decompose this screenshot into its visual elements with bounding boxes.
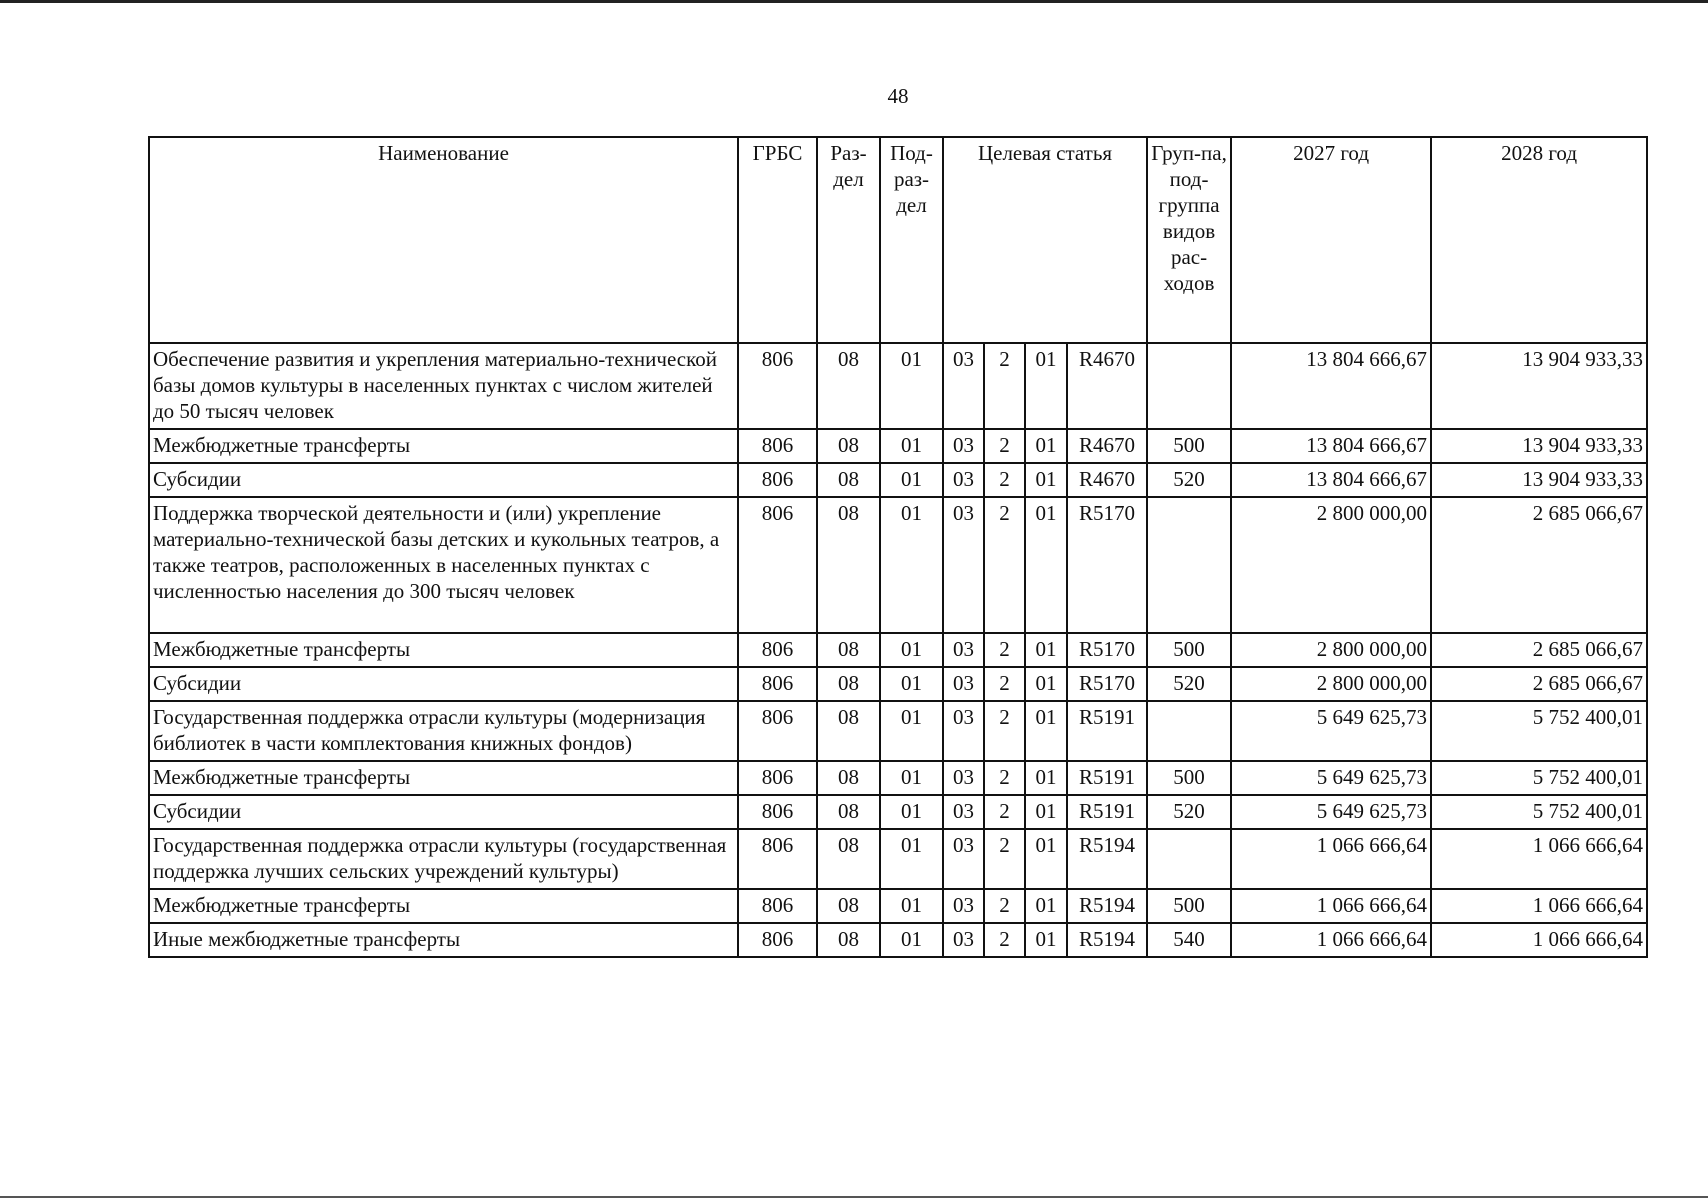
row-target-subprogram: 01 (1025, 795, 1067, 829)
row-grbs: 806 (738, 633, 817, 667)
row-name: Межбюджетные трансферты (149, 633, 738, 667)
row-target-program: 03 (943, 429, 984, 463)
table-row (149, 497, 1647, 633)
row-name: Субсидии (149, 667, 738, 701)
row-podrazdel: 01 (880, 429, 943, 463)
table-row (149, 701, 1647, 761)
row-target-type: 2 (984, 633, 1025, 667)
row-grbs: 806 (738, 761, 817, 795)
row-name: Субсидии (149, 795, 738, 829)
row-razdel: 08 (817, 463, 880, 497)
row-razdel: 08 (817, 923, 880, 957)
row-value-2028: 13 904 933,33 (1431, 429, 1647, 463)
row-value-2027: 5 649 625,73 (1231, 795, 1431, 829)
row-target-type: 2 (984, 497, 1025, 633)
row-target-code: R5191 (1067, 795, 1147, 829)
row-value-2027: 2 800 000,00 (1231, 633, 1431, 667)
row-razdel: 08 (817, 829, 880, 889)
row-target-code: R5191 (1067, 701, 1147, 761)
row-podrazdel: 01 (880, 829, 943, 889)
row-expense-group (1147, 829, 1231, 889)
row-target-program: 03 (943, 795, 984, 829)
row-value-2028: 2 685 066,67 (1431, 633, 1647, 667)
row-target-program: 03 (943, 497, 984, 633)
table-row (149, 889, 1647, 923)
row-expense-group: 520 (1147, 667, 1231, 701)
row-target-code: R5194 (1067, 923, 1147, 957)
row-podrazdel: 01 (880, 497, 943, 633)
row-razdel: 08 (817, 343, 880, 429)
header-year-2027: 2027 год (1231, 137, 1431, 343)
row-name: Обеспечение развития и укрепления материально-технической базы домов культуры в населенных пунктах с числом жителей до 50 тысяч человек (149, 343, 738, 429)
row-razdel: 08 (817, 889, 880, 923)
row-value-2027: 1 066 666,64 (1231, 889, 1431, 923)
row-target-type: 2 (984, 667, 1025, 701)
row-expense-group (1147, 497, 1231, 633)
row-target-code: R4670 (1067, 343, 1147, 429)
row-value-2028: 5 752 400,01 (1431, 795, 1647, 829)
row-target-type: 2 (984, 701, 1025, 761)
row-grbs: 806 (738, 463, 817, 497)
table-row (149, 429, 1647, 463)
row-expense-group: 500 (1147, 633, 1231, 667)
table-row (149, 829, 1647, 889)
table-body (149, 343, 1647, 957)
row-expense-group (1147, 343, 1231, 429)
row-target-program: 03 (943, 633, 984, 667)
row-value-2028: 1 066 666,64 (1431, 889, 1647, 923)
row-target-program: 03 (943, 667, 984, 701)
row-grbs: 806 (738, 795, 817, 829)
row-target-subprogram: 01 (1025, 761, 1067, 795)
row-target-type: 2 (984, 923, 1025, 957)
row-podrazdel: 01 (880, 463, 943, 497)
row-podrazdel: 01 (880, 343, 943, 429)
row-podrazdel: 01 (880, 667, 943, 701)
row-value-2028: 5 752 400,01 (1431, 701, 1647, 761)
row-target-type: 2 (984, 795, 1025, 829)
page-number: 48 (887, 84, 909, 108)
row-target-code: R5191 (1067, 761, 1147, 795)
row-target-type: 2 (984, 761, 1025, 795)
table-row (149, 463, 1647, 497)
table-row (149, 795, 1647, 829)
budget-table (148, 136, 1648, 958)
row-expense-group (1147, 701, 1231, 761)
row-target-subprogram: 01 (1025, 633, 1067, 667)
row-value-2027: 2 800 000,00 (1231, 497, 1431, 633)
header-year-2028: 2028 год (1431, 137, 1647, 343)
table-row (149, 761, 1647, 795)
row-value-2027: 2 800 000,00 (1231, 667, 1431, 701)
row-expense-group: 520 (1147, 463, 1231, 497)
top-scan-edge (0, 0, 1708, 3)
table-row (149, 343, 1647, 429)
row-target-program: 03 (943, 701, 984, 761)
row-target-type: 2 (984, 829, 1025, 889)
row-value-2028: 2 685 066,67 (1431, 667, 1647, 701)
row-target-program: 03 (943, 923, 984, 957)
row-target-type: 2 (984, 889, 1025, 923)
row-value-2027: 1 066 666,64 (1231, 829, 1431, 889)
row-name: Иные межбюджетные трансферты (149, 923, 738, 957)
row-value-2027: 13 804 666,67 (1231, 429, 1431, 463)
row-grbs: 806 (738, 923, 817, 957)
row-razdel: 08 (817, 497, 880, 633)
row-target-type: 2 (984, 463, 1025, 497)
row-target-code: R5194 (1067, 889, 1147, 923)
row-podrazdel: 01 (880, 795, 943, 829)
row-name: Межбюджетные трансферты (149, 429, 738, 463)
row-target-program: 03 (943, 463, 984, 497)
row-target-program: 03 (943, 829, 984, 889)
row-expense-group: 540 (1147, 923, 1231, 957)
row-name: Государственная поддержка отрасли культуры (модернизация библиотек в части комплектования книжных фондов) (149, 701, 738, 761)
row-target-type: 2 (984, 343, 1025, 429)
row-grbs: 806 (738, 429, 817, 463)
row-grbs: 806 (738, 667, 817, 701)
row-value-2028: 13 904 933,33 (1431, 343, 1647, 429)
row-value-2028: 2 685 066,67 (1431, 497, 1647, 633)
row-name: Межбюджетные трансферты (149, 761, 738, 795)
header-razdel: Раз-дел (817, 137, 880, 343)
row-razdel: 08 (817, 701, 880, 761)
row-name: Межбюджетные трансферты (149, 889, 738, 923)
row-value-2028: 13 904 933,33 (1431, 463, 1647, 497)
row-grbs: 806 (738, 701, 817, 761)
row-podrazdel: 01 (880, 923, 943, 957)
table-row (149, 667, 1647, 701)
header-name: Наименование (149, 137, 738, 343)
table-row (149, 633, 1647, 667)
row-target-program: 03 (943, 343, 984, 429)
row-razdel: 08 (817, 633, 880, 667)
row-expense-group: 520 (1147, 795, 1231, 829)
row-grbs: 806 (738, 497, 817, 633)
row-podrazdel: 01 (880, 889, 943, 923)
row-expense-group: 500 (1147, 761, 1231, 795)
row-value-2027: 5 649 625,73 (1231, 701, 1431, 761)
bottom-scan-edge (0, 1196, 1708, 1198)
row-podrazdel: 01 (880, 761, 943, 795)
row-grbs: 806 (738, 829, 817, 889)
row-target-subprogram: 01 (1025, 497, 1067, 633)
row-target-code: R4670 (1067, 463, 1147, 497)
row-target-program: 03 (943, 889, 984, 923)
row-razdel: 08 (817, 761, 880, 795)
row-target-code: R5170 (1067, 667, 1147, 701)
row-name: Субсидии (149, 463, 738, 497)
row-value-2028: 5 752 400,01 (1431, 761, 1647, 795)
row-value-2027: 5 649 625,73 (1231, 761, 1431, 795)
row-target-subprogram: 01 (1025, 667, 1067, 701)
row-target-code: R5194 (1067, 829, 1147, 889)
row-target-subprogram: 01 (1025, 463, 1067, 497)
row-name: Государственная поддержка отрасли культуры (государственная поддержка лучших сельских учреждений культуры) (149, 829, 738, 889)
header-podrazdel: Под-раз-дел (880, 137, 943, 343)
row-target-code: R5170 (1067, 497, 1147, 633)
row-value-2027: 13 804 666,67 (1231, 463, 1431, 497)
row-expense-group: 500 (1147, 889, 1231, 923)
row-target-subprogram: 01 (1025, 701, 1067, 761)
row-value-2027: 13 804 666,67 (1231, 343, 1431, 429)
row-grbs: 806 (738, 343, 817, 429)
row-target-code: R4670 (1067, 429, 1147, 463)
row-value-2028: 1 066 666,64 (1431, 923, 1647, 957)
table-header-row (149, 137, 1647, 343)
row-razdel: 08 (817, 667, 880, 701)
header-target-article: Целевая статья (943, 137, 1147, 343)
row-target-program: 03 (943, 761, 984, 795)
row-target-subprogram: 01 (1025, 429, 1067, 463)
row-podrazdel: 01 (880, 701, 943, 761)
row-target-subprogram: 01 (1025, 889, 1067, 923)
row-razdel: 08 (817, 429, 880, 463)
table-row (149, 923, 1647, 957)
row-value-2028: 1 066 666,64 (1431, 829, 1647, 889)
row-name: Поддержка творческой деятельности и (или) укрепление материально-технической базы детских и кукольных театров, а также театров, расположенных в населенных пунктах с численностью населения до 300 тысяч человек (149, 497, 738, 633)
header-expense-group: Груп-па, под-группа видов рас-ходов (1147, 137, 1231, 343)
row-target-subprogram: 01 (1025, 829, 1067, 889)
row-podrazdel: 01 (880, 633, 943, 667)
row-target-code: R5170 (1067, 633, 1147, 667)
row-target-subprogram: 01 (1025, 343, 1067, 429)
row-razdel: 08 (817, 795, 880, 829)
row-grbs: 806 (738, 889, 817, 923)
row-target-type: 2 (984, 429, 1025, 463)
row-target-subprogram: 01 (1025, 923, 1067, 957)
header-grbs: ГРБС (738, 137, 817, 343)
row-expense-group: 500 (1147, 429, 1231, 463)
row-value-2027: 1 066 666,64 (1231, 923, 1431, 957)
